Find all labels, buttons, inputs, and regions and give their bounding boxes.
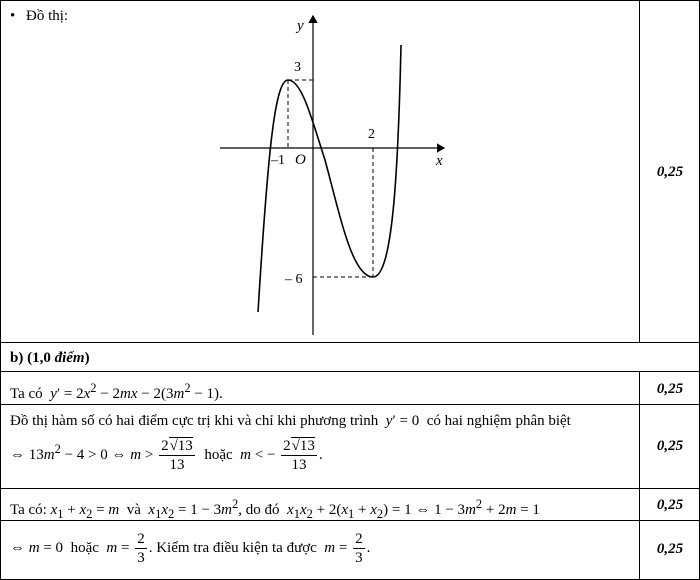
- tick-x-pos: 2: [368, 127, 375, 142]
- divider: [0, 371, 700, 372]
- cubic-curve: [258, 45, 401, 312]
- score-row-4: 0,25: [656, 541, 684, 557]
- score-row-1: 0,25: [656, 381, 684, 397]
- score-row-3: 0,25: [656, 497, 684, 513]
- section-b-header: b) (1,0 điểm): [10, 350, 90, 366]
- y-axis-label: y: [297, 18, 304, 34]
- row-derivative: Ta có $y' = 2x^2 - 2mx - 2(3m^2 - 1)$.: [10, 381, 223, 402]
- tick-y-min: – 6: [285, 272, 303, 287]
- x-axis-label: x: [436, 153, 443, 169]
- row-condition-line1: Đồ thị hàm số có hai điểm cực trị khi và chỉ khi phương trình y′ = 0 có hai nghiệm phân biệt: [10, 413, 571, 429]
- bullet: •: [10, 8, 16, 24]
- score-row-2: 0,25: [656, 438, 684, 454]
- divider: [0, 342, 700, 343]
- origin-label: O: [295, 152, 306, 168]
- row-vieta: Ta có: $x_1 + x_2 = m$ và $x_1x_2 = 1 - 3m^2$, do đó $x_1x_2 + 2(x_1 + x_2) = 1$ ⇔ $1 - 3m^2 + 2m = 1$: [10, 497, 540, 521]
- tick-y-max: 3: [294, 60, 301, 75]
- tick-x-neg: –1: [271, 153, 285, 168]
- divider: [0, 404, 700, 405]
- divider: [0, 488, 700, 489]
- row-condition-line2: ⇔ $13m^2 - 4 > 0$ ⇔ m > $\frac{2√13}{13}$ hoặc m < − $\frac{2√13}{13}$ .: [10, 438, 323, 473]
- score-graph: 0,25: [656, 164, 684, 180]
- row-conclusion: ⇔ m = 0 hoặc m = $\frac{2}{3}$ . Kiểm tra điều kiện ta được m = $\frac{2}{3}$ .: [10, 531, 371, 566]
- graph-section-title: Đồ thị:: [26, 8, 69, 24]
